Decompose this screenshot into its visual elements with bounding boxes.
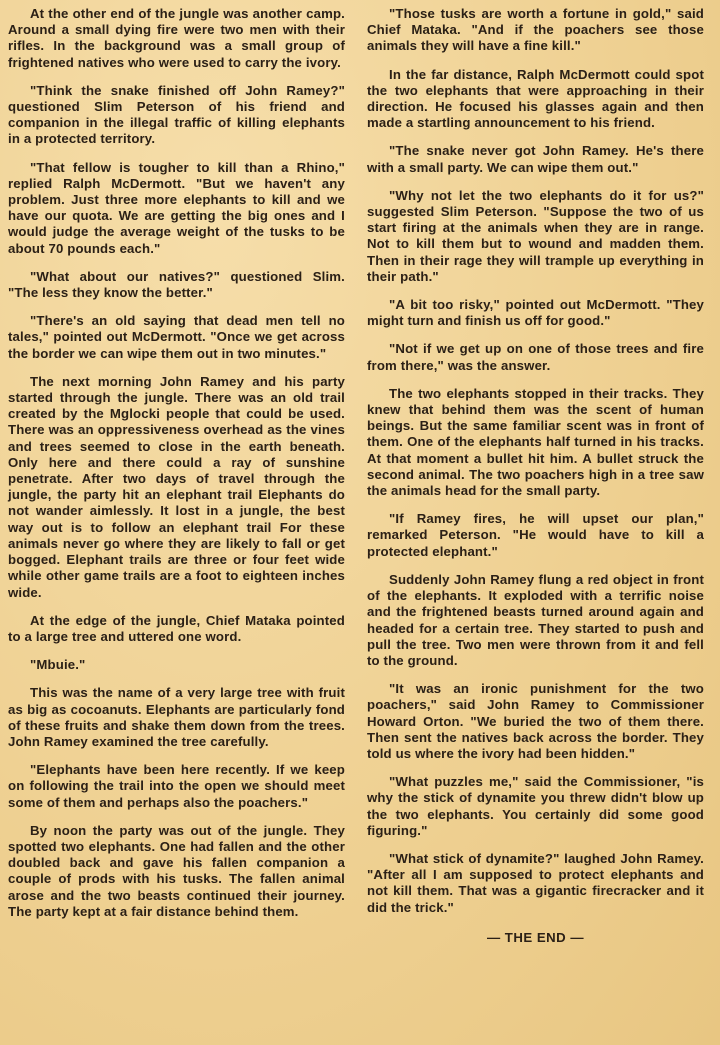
paragraph: Suddenly John Ramey flung a red object in front of the elephants. It exploded with a terrific noise and the frightened beasts turned around again and headed for a certain tree. They started to push and pull the tree. Two men were thrown from it and fell to the ground. — [367, 571, 704, 668]
paragraph: "What about our natives?" questioned Slim. "The less they know the better." — [8, 268, 345, 301]
the-end-mark: — THE END — — [486, 929, 585, 945]
paragraph: "Mbuie." — [30, 657, 86, 673]
paragraph: "Those tusks are worth a fortune in gold," said Chief Mataka. "And if the poachers see those animals they will have a fine kill." — [367, 6, 704, 54]
paragraph: "What stick of dynamite?" laughed John Ramey. "After all I am supposed to protect elephants and not kill them. That was a gigantic firecracker and it did the trick." — [367, 850, 704, 915]
paragraph: "Why not let the two elephants do it for us?" suggested Slim Peterson. "Suppose the two of us start firing at the animals when they are in range. Not to kill them but to wound and madden them. Then in their rage they will trample up everything in their path." — [367, 187, 704, 284]
paragraph: "The snake never got John Ramey. He's there with a small party. We can wipe them out." — [367, 143, 704, 175]
paragraph: By noon the party was out of the jungle. They spotted two elephants. One had fallen and the other doubled back and gave his fallen companion a couple of prods with his tusks. The fallen animal arose and the two beasts continued their journey. The party kept at a fair distance behind them. — [8, 822, 345, 919]
paragraph: At the other end of the jungle was another camp. Around a small dying fire were two men with their rifles. In the background was a small group of frightened natives who were used to carry the ivory. — [8, 6, 345, 70]
paragraph: "It was an ironic punishment for the two poachers," said John Ramey to Commissioner Howard Orton. "We buried the two of them there. Then sent the natives back across the border. They told us where the ivory had been hidden." — [367, 681, 704, 761]
paragraph: "Think the snake finished off John Ramey?" questioned Slim Peterson of his friend and companion in the illegal traffic of killing elephants in a protected territory. — [8, 82, 345, 147]
paragraph: "There's an old saying that dead men tell no tales," pointed out McDermott. "Once we get across the border we can wipe them out in two minutes." — [8, 313, 345, 361]
paragraph: "What puzzles me," said the Commissioner, "is why the stick of dynamite you threw didn't blow up the two elephants. You certainly did some good figuring." — [367, 774, 704, 838]
right-column — [367, 6, 704, 1045]
paragraph: In the far distance, Ralph McDermott could spot the two elephants that were approaching in their direction. He focused his glasses again and then made a startling announcement to his friend. — [367, 66, 704, 131]
paragraph: "A bit too risky," pointed out McDermott. "They might turn and finish us off for good." — [367, 297, 704, 329]
paragraph: "Elephants have been here recently. If we keep on following the trail into the open we should meet some of them and perhaps also the poachers." — [8, 762, 345, 810]
paragraph: At the edge of the jungle, Chief Mataka pointed to a large tree and uttered one word. — [8, 612, 345, 644]
left-column — [8, 6, 345, 1045]
paragraph: "That fellow is tougher to kill than a Rhino," replied Ralph McDermott. "But we haven't any problem. Just three more elephants to kill and we have our quota. We are getting the big ones and I would judge the average weight of the tusks to be about 70 pounds each." — [8, 159, 345, 256]
paragraph: This was the name of a very large tree with fruit as big as cocoanuts. Elephants are particularly fond of these fruits and shake them down from the trees. John Ramey examined the tree carefully. — [8, 685, 345, 749]
paragraph: The two elephants stopped in their tracks. They knew that behind them was the scent of human beings. But the same familiar scent was in front of them. One of the elephants half turned in his tracks. At that moment a bullet hit him. A bullet struck the second animal. The two poachers high in a tree saw the animals head for the small party. — [367, 385, 704, 499]
paragraph: "Not if we get up on one of those trees and fire from there," was the answer. — [367, 341, 704, 373]
paragraph: "If Ramey fires, he will upset our plan," remarked Peterson. "He would have to kill a protected elephant." — [367, 511, 704, 559]
paragraph: The next morning John Ramey and his party started through the jungle. There was an old trail created by the Mglocki people that could be used. There was an oppressiveness overhead as the vines and trees seemed to close in the earth beneath. Only here and there could a ray of sunshine penetrate. After two days of travel through the jungle, the party hit an elephant trail Elephants do not wander aimlessly. It lost in a jungle, the best way out is to follow an elephant trail For these animals never go where they are likely to fall or get bogged. Elephant trails are three or four feet wide while other game trails are a foot to eighteen inches wide. — [8, 373, 345, 600]
